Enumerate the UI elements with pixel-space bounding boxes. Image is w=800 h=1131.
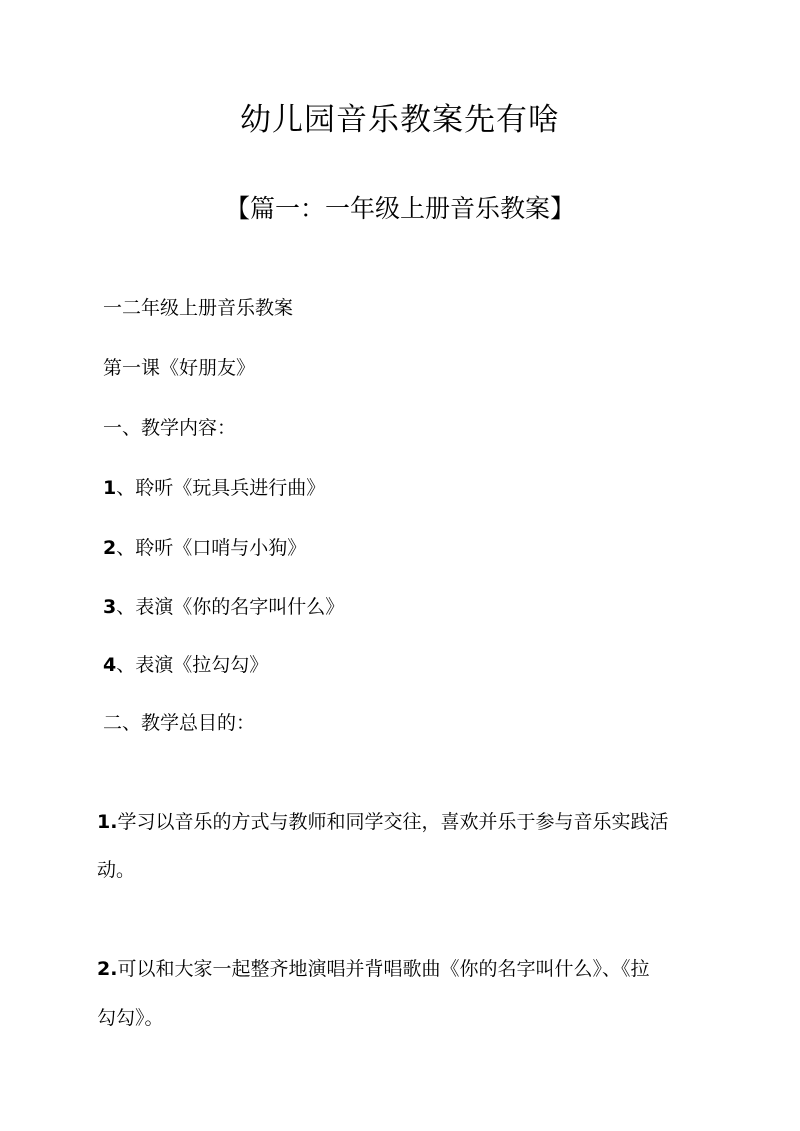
list-item [103,598,344,617]
list-item-number: 1 [103,477,117,499]
goal-paragraph-continuation: 动。 [97,859,136,881]
section-heading-content: 一、教学内容： [103,417,237,439]
goal-number: 2. [97,958,118,980]
list-item-text: 、聆听《玩具兵进行曲》 [116,477,326,499]
section-heading-goals: 二、教学总目的： [103,712,256,734]
goal-text: 学习以音乐的方式与教师和同学交往，喜欢并乐于参与音乐实践活 [117,811,669,833]
goal-text: 可以和大家一起整齐地演唱并背唱歌曲《你的名字叫什么》、《拉 [117,958,650,980]
document-subtitle: 【篇一：一年级上册音乐教案】 [224,194,575,223]
grade-heading: 一二年级上册音乐教案 [103,297,294,319]
list-item-number: 2 [103,537,117,559]
list-item [103,539,306,558]
list-item-number: 4 [103,654,117,676]
document-title: 幼儿园音乐教案先有啥 [240,102,560,138]
list-item-text: 、聆听《口哨与小狗》 [116,537,307,559]
list-item-text: 、表演《你的名字叫什么》 [116,596,345,618]
lesson-heading: 第一课《好朋友》 [103,357,256,379]
list-item-text: 、表演《拉勾勾》 [116,654,269,676]
list-item-number: 3 [103,596,117,618]
goal-paragraph-line [97,960,649,979]
list-item [103,656,268,675]
list-item [103,479,325,498]
goal-paragraph-continuation: 勾勾》。 [97,1007,164,1029]
goal-paragraph-line [97,813,668,832]
goal-number: 1. [97,811,118,833]
